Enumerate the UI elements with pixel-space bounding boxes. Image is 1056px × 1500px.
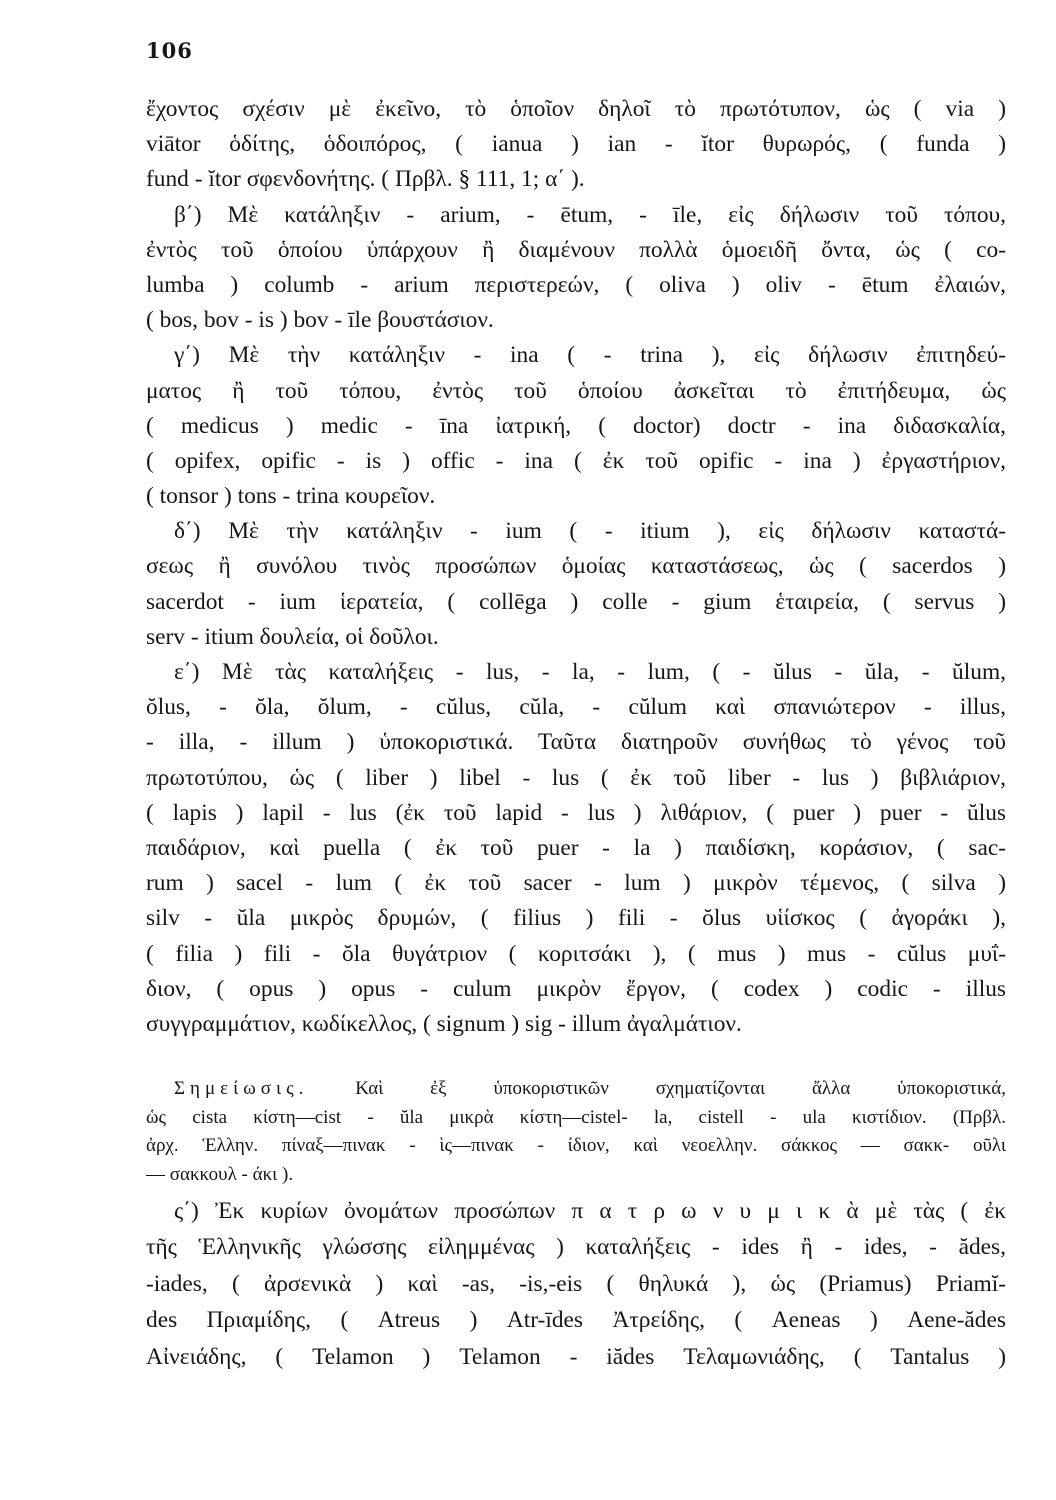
text-line: ŏlus, - ŏla, ŏlum, - cŭlus, cŭla, - cŭlum καὶ σπανιώτερον - illus, xyxy=(146,694,1006,721)
text-line: ( lapis ) lapil - lus (ἐκ τοῦ lapid - lus ) λιθάριον, ( puer ) puer - ŭlus xyxy=(146,799,1006,826)
text-line: ( medicus ) medic - īna ἰατρική, ( doctor) doctr - ina διδασκαλία, xyxy=(146,412,1006,439)
note-text: Καὶ ἐξ ὑποκοριστικῶν σχηματίζονται ἄλλα ὑποκοριστικά, xyxy=(355,1078,1006,1099)
text-line: rum ) sacel - lum ( ἐκ τοῦ sacer - lum ) μικρὸν τέμενος, ( silva ) xyxy=(146,870,1006,897)
lower-text-block xyxy=(146,1193,1006,1375)
text-line: fund - ĭtor σφενδονήτης. ( Πρβλ. § 111, 1; α΄ ). xyxy=(146,166,585,193)
text-line: ἔχοντος σχέσιν μὲ ἐκεῖνο, τὸ ὁποῖον δηλοῖ τὸ πρωτότυπον, ὡς ( via ) xyxy=(146,96,1006,122)
note-line: — σακκουλ - άκι ). xyxy=(146,1163,294,1185)
note-line xyxy=(146,1075,1006,1104)
text-line: - illa, - illum ) ὑποκοριστικά. Ταῦτα διατηροῦν συνήθως τὸ γένος τοῦ xyxy=(146,729,1006,756)
text-line: ( bos, bov - is ) bov - īle βουστάσιον. xyxy=(146,307,494,334)
main-text-block xyxy=(146,92,1006,1042)
text-line: Αἰνειάδης, ( Telamon ) Telamon - iădes Τελαμωνιάδης, ( Tantalus ) xyxy=(146,1343,1006,1370)
text-line: viātor ὁδίτης, ὁδοιπόρος, ( ianua ) ian - ĭtor θυρωρός, ( funda ) xyxy=(146,131,1006,158)
text-line: ς΄) Ἐκ κυρίων ὀνομάτων προσώπων π α τ ρ ω ν υ μ ι κ ὰ μὲ τὰς ( ἐκ xyxy=(174,1198,1006,1224)
note-line: ἀρχ. Ἑλλην. πίναξ—πινακ - ὶς—πινακ - ίδιον, καὶ νεοελλην. σάκκος — σακκ- οῦλι xyxy=(146,1135,1006,1156)
text-line: ε΄) Μὲ τὰς καταλήξεις - lus, - la, - lum, ( - ŭlus - ŭla, - ŭlum, xyxy=(174,659,1006,685)
text-line: -iades, ( ἀρσενικὰ ) καὶ -as, -is,-eis ( θηλυκά ), ὡς (Priamus) Priamĭ- xyxy=(146,1270,1006,1297)
text-line: δ΄) Μὲ τὴν κατάληξιν - ium ( - itium ), εἰς δήλωσιν καταστά- xyxy=(174,518,1006,545)
text-line: des Πριαμίδης, ( Atreus ) Atr-īdes Ἀτρείδης, ( Aeneas ) Aene-ădes xyxy=(146,1307,1006,1334)
text-line: ἐντὸς τοῦ ὁποίου ὑπάρχουν ἢ διαμένουν πολλὰ ὁμοειδῆ ὄντα, ὡς ( co- xyxy=(146,236,1006,263)
note-block xyxy=(146,1075,1006,1189)
text-line: τῆς Ἑλληνικῆς γλώσσης εἰλημμένας ) καταλήξεις - ides ἢ - ides, - ădes, xyxy=(146,1234,1006,1261)
note-label: Σημείωσις. xyxy=(174,1078,309,1099)
text-line: παιδάριον, καὶ puella ( ἐκ τοῦ puer - la ) παιδίσκη, κοράσιον, ( sac- xyxy=(146,834,1006,861)
text-line: ( opifex, opific - is ) offic - ina ( ἐκ τοῦ opific - ina ) ἐργαστήριον, xyxy=(146,447,1006,474)
text-line: ( tonsor ) tons - trina κουρεῖον. xyxy=(146,483,436,510)
text-line: σεως ἢ συνόλου τινὸς προσώπων ὁμοίας καταστάσεως, ὡς ( sacerdos ) xyxy=(146,553,1006,580)
text-line: silv - ŭla μικρὸς δρυμών, ( filius ) fili - ŏlus υἱίσκος ( ἀγοράκι ), xyxy=(146,905,1006,932)
text-line: ματος ἢ τοῦ τόπου, ἐντὸς τοῦ ὁποίου ἀσκεῖται τὸ ἐπιτήδευμα, ὡς xyxy=(146,377,1006,404)
text-line: β΄) Μὲ κατάληξιν - arium, - ētum, - īle, εἰς δήλωσιν τοῦ τόπου, xyxy=(174,201,1006,228)
text-line: συγγραμμάτιον, κωδίκελλος, ( signum ) sig - illum ἀγαλμάτιον. xyxy=(146,1010,742,1037)
text-line: ( filia ) fili - ŏla θυγάτριον ( κοριτσάκι ), ( mus ) mus - cŭlus μυΐ- xyxy=(146,940,1006,967)
page-number: 106 xyxy=(146,38,193,63)
text-line: sacerdot - ium ἱερατεία, ( collēga ) colle - gium ἑταιρεία, ( servus ) xyxy=(146,588,1006,615)
text-line: πρωτοτύπου, ὡς ( liber ) libel - lus ( ἐκ τοῦ liber - lus ) βιβλιάριον, xyxy=(146,764,1006,791)
note-line: ὡς cista κίστη—cist - ŭla μικρὰ κίστη—cistel- la, cistell - ula κιστίδιον. (Πρβλ. xyxy=(146,1106,1006,1128)
text-line: lumba ) columb - arium περιστερεών, ( oliva ) oliv - ētum ἐλαιών, xyxy=(146,271,1006,298)
text-line: γ΄) Μὲ τὴν κατάληξιν - ina ( - trina ), εἰς δήλωσιν ἐπιτηδεύ- xyxy=(174,342,1006,369)
text-line: διον, ( opus ) opus - culum μικρὸν ἔργον, ( codex ) codic - illus xyxy=(146,975,1006,1002)
text-line: serv - itium δουλεία, οἱ δοῦλοι. xyxy=(146,623,439,650)
